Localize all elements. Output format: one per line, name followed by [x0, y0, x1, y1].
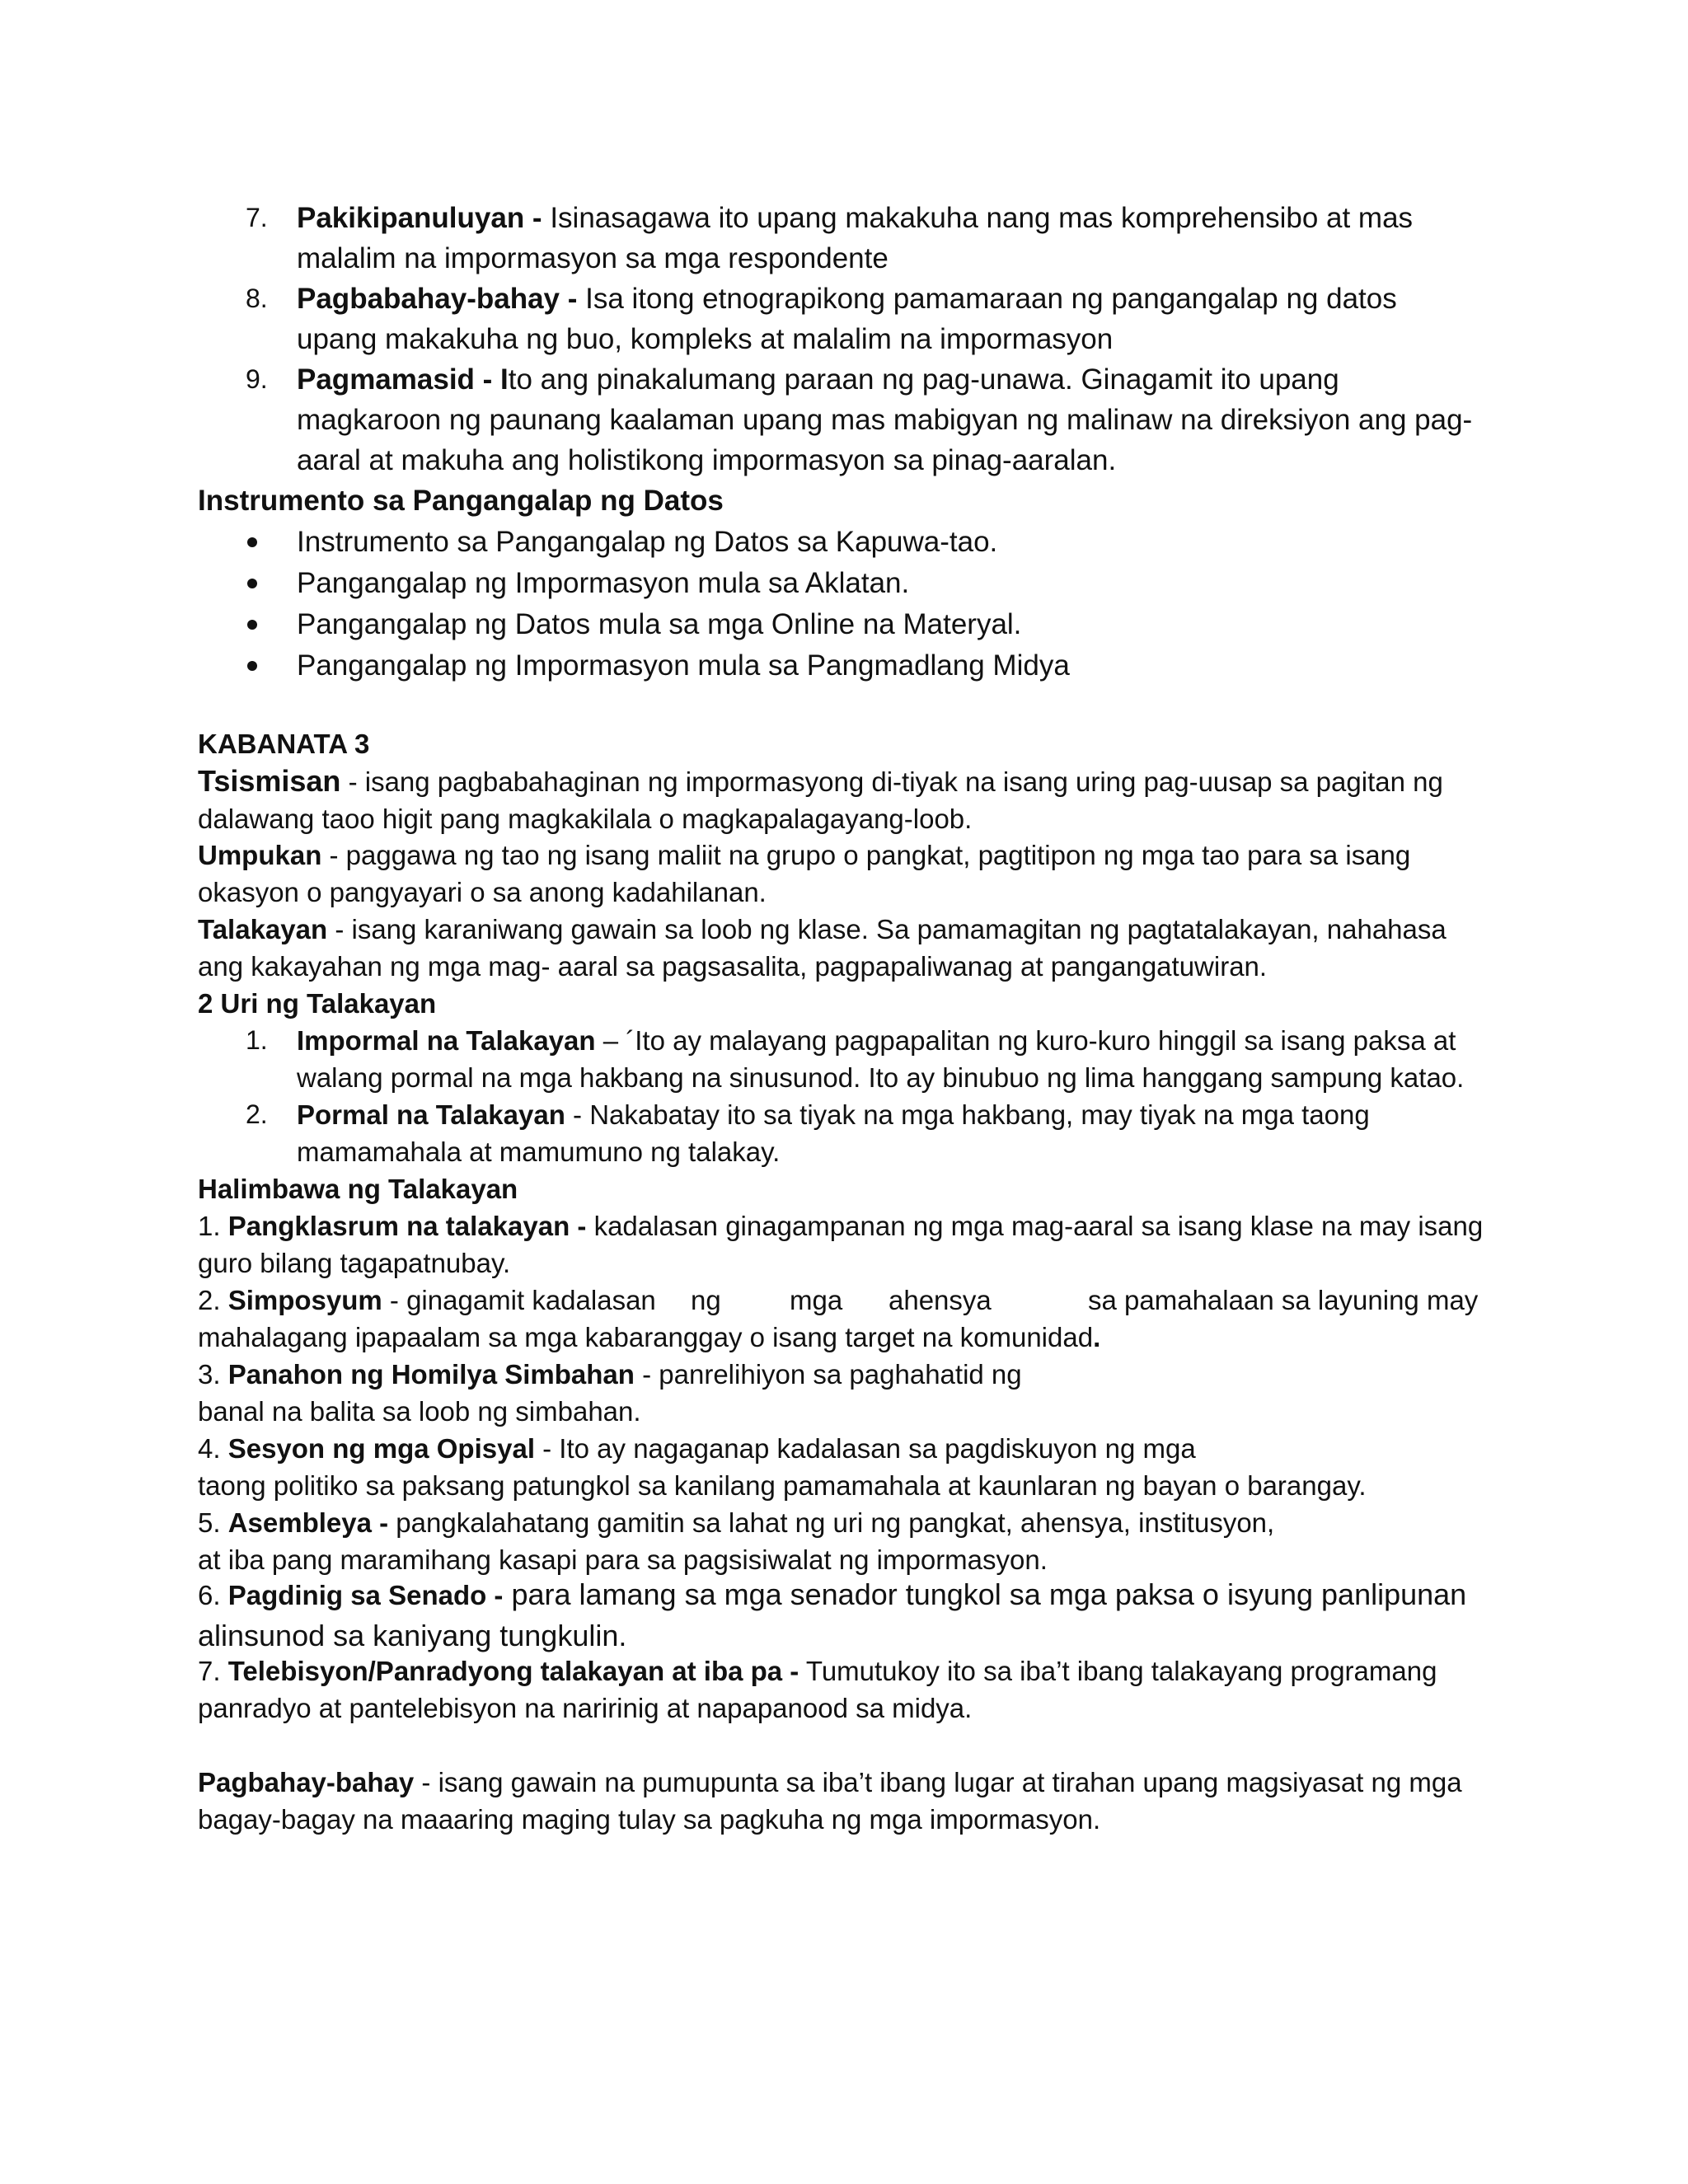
- bullet-item: [198, 522, 1484, 563]
- definition-desc: - paggawa ng tao ng isang maliit na grupo o pangkat, pagtitipon ng mga tao para sa isang okasyon o pangyayari o sa anong kadahilanan.: [198, 840, 1411, 907]
- example-desc: pangkalahatang gamitin sa lahat ng uri ng pangkat, ahensya, institusyon,: [388, 1507, 1275, 1538]
- example-desc: para lamang sa mga senador tungkol sa mga paksa o isyung panlipunan alinsunod sa kaniyang tungkulin.: [198, 1577, 1467, 1652]
- subheading-halimbawa: Halimbawa ng Talakayan: [198, 1174, 518, 1204]
- example-number: 7.: [198, 1656, 228, 1686]
- example-term: Pangklasrum na talakayan -: [227, 1211, 587, 1241]
- bullet-text: Pangangalap ng Datos mula sa mga Online na Materyal.: [297, 608, 1022, 640]
- example-number: 2.: [198, 1285, 228, 1315]
- example-3: [198, 1356, 1492, 1430]
- definition-term: Pagbahay-bahay: [198, 1767, 415, 1797]
- uri-desc: – ´Ito ay malayang pagpapalitan ng kuro-kuro hinggil sa isang paksa at walang pormal na mga hakbang na sinusunod. Ito ay binubuo ng lima hanggang sampung katao.: [297, 1025, 1465, 1093]
- method-term: Pagbabahay-bahay -: [297, 283, 578, 315]
- example-5: [198, 1504, 1492, 1578]
- bullet-icon: [247, 579, 257, 588]
- bullet-icon: [247, 661, 257, 671]
- list-number: 2.: [246, 1099, 268, 1129]
- list-item: [198, 198, 1484, 279]
- example-term: Asembleya -: [227, 1507, 389, 1538]
- chapter-heading: KABANATA 3: [198, 729, 370, 759]
- list-item: [198, 279, 1484, 359]
- example-desc: kadalasan ginagampanan ng mga mag-aaral sa isang klase na may isang guro bilang tagapatnubay.: [198, 1211, 1484, 1278]
- example-term: Telebisyon/Panradyong talakayan at iba pa -: [227, 1656, 799, 1686]
- definition-tsismisan: [198, 762, 1492, 837]
- example-number: 3.: [198, 1359, 228, 1390]
- subheading-uri: 2 Uri ng Talakayan: [198, 988, 437, 1019]
- example-desc-line-2: banal na balita sa loob ng simbahan.: [198, 1396, 641, 1427]
- example-number: 4.: [198, 1433, 228, 1464]
- list-number: 9.: [246, 364, 268, 394]
- example-word: ng: [691, 1285, 721, 1315]
- example-7: [198, 1652, 1492, 1727]
- definition-term: Tsismisan: [198, 764, 341, 798]
- definition-desc: - isang gawain na pumupunta sa iba’t ibang lugar at tirahan upang magsiyasat ng mga bagay-bagay na maaaring maging tulay sa pagkuha ng mga impormasyon.: [198, 1767, 1462, 1835]
- bullet-text: Pangangalap ng Impormasyon mula sa Pangmadlang Midya: [297, 649, 1070, 682]
- uri-desc: - Nakabatay ito sa tiyak na mga hakbang, may tiyak na mga taong mamamahala at mamumuno ng talakay.: [297, 1099, 1370, 1167]
- example-end: .: [1093, 1322, 1101, 1352]
- example-2-line-2: [198, 1319, 1492, 1356]
- bullet-text: Pangangalap ng Impormasyon mula sa Aklatan.: [297, 567, 910, 599]
- list-number: 7.: [246, 203, 268, 232]
- uri-term: Impormal na Talakayan: [297, 1025, 596, 1056]
- example-4: [198, 1430, 1492, 1504]
- example-term: Panahon ng Homilya Simbahan: [227, 1359, 635, 1390]
- list-number: 1.: [246, 1025, 268, 1055]
- definition-umpukan: [198, 837, 1492, 911]
- example-desc: mahalagang ipapaalam sa mga kabaranggay o isang target na komunidad: [198, 1322, 1094, 1352]
- definition-term: Umpukan: [198, 840, 322, 870]
- example-desc-line-2: taong politiko sa paksang patungkol sa kanilang pamamahala at kaunlaran ng bayan o barangay.: [198, 1470, 1367, 1501]
- example-term: Pagdinig sa Senado -: [227, 1580, 504, 1610]
- bullet-icon: [247, 537, 257, 547]
- example-desc-line-2: at iba pang maramihang kasapi para sa pagsisiwalat ng impormasyon.: [198, 1544, 1048, 1575]
- example-2-line-1: [198, 1282, 1492, 1319]
- example-1: [198, 1207, 1492, 1282]
- definition-desc: - isang pagbabahaginan ng impormasyong di-tiyak na isang uring pag-uusap sa pagitan ng dalawang taoo higit pang magkakilala o magkapalagayang-loob.: [198, 766, 1443, 834]
- list-number: 8.: [246, 284, 268, 313]
- method-desc: Isinasagawa ito upang makakuha nang mas komprehensibo at mas malalim na impormasyon sa mga respondente: [297, 202, 1414, 274]
- section-heading: Instrumento sa Pangangalap ng Datos: [198, 485, 724, 517]
- method-term: Pakikipanuluyan -: [297, 202, 542, 234]
- list-item: [198, 1022, 1484, 1096]
- example-desc: - Ito ay nagaganap kadalasan sa pagdiskuyon ng mga: [534, 1433, 1196, 1464]
- methods-list: [198, 198, 1484, 480]
- method-term: Pagmamasid - I: [297, 363, 509, 396]
- method-desc: Isa itong etnograpikong pamamaraan ng pangangalap ng datos upang makakuha ng buo, kompleks at malalim na impormasyon: [297, 283, 1397, 355]
- bullet-icon: [247, 620, 257, 630]
- method-desc: to ang pinakalumang paraan ng pag-unawa. Ginagamit ito upang magkaroon ng paunang kaalaman upang mas mabigyan ng malinaw na direksiyon ang pag-aaral at makuha ang holistikong impormasyon sa pinag-aaralan.: [297, 363, 1473, 476]
- list-item: [198, 359, 1484, 480]
- example-number: 1.: [198, 1211, 228, 1241]
- bullet-item: [198, 563, 1484, 604]
- example-number: 5.: [198, 1507, 228, 1538]
- example-number: 6.: [198, 1580, 228, 1610]
- example-desc: - ginagamit kadalasan: [382, 1285, 656, 1315]
- example-word: mga: [790, 1285, 843, 1315]
- example-2: [198, 1282, 1492, 1356]
- example-term: Simposyum: [227, 1285, 382, 1315]
- definition-talakayan: [198, 911, 1492, 985]
- list-item: [198, 1096, 1484, 1170]
- example-word: ahensya: [889, 1285, 992, 1315]
- bullet-item: [198, 604, 1484, 645]
- uri-list: [198, 1022, 1484, 1170]
- example-6: [198, 1574, 1492, 1657]
- definition-desc: - isang karaniwang gawain sa loob ng klase. Sa pamamagitan ng pagtatalakayan, nahahasa ang kakayahan ng mga mag- aaral sa pagsasalita, pagpapaliwanag at pangangatuwiran.: [198, 914, 1447, 982]
- instrument-bullets: [198, 522, 1484, 687]
- example-desc: - panrelihiyon sa paghahatid ng: [634, 1359, 1022, 1390]
- example-term: Sesyon ng mga Opisyal: [227, 1433, 535, 1464]
- bullet-text: Instrumento sa Pangangalap ng Datos sa Kapuwa-tao.: [297, 526, 998, 558]
- example-desc: Tumutukoy ito sa iba’t ibang talakayang programang panradyo at pantelebisyon na naririnig at napapanood sa midya.: [198, 1656, 1437, 1723]
- example-word: sa pamahalaan sa layuning may: [1088, 1285, 1479, 1315]
- uri-term: Pormal na Talakayan: [297, 1099, 565, 1130]
- definition-term: Talakayan: [198, 914, 328, 944]
- definition-pagbahay-bahay: [198, 1764, 1492, 1838]
- bullet-item: [198, 645, 1484, 687]
